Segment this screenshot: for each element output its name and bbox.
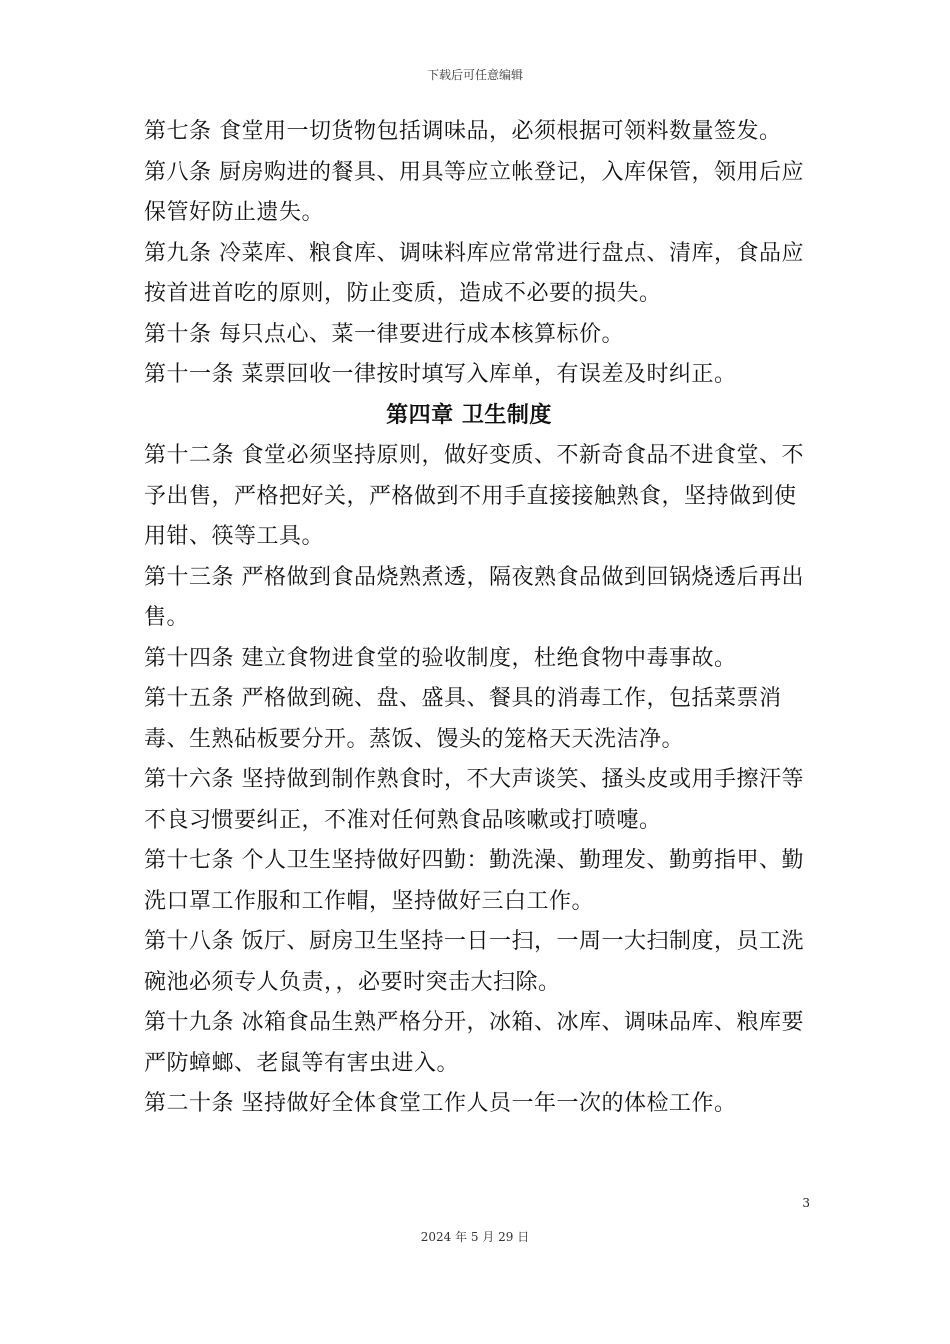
article-7: 第七条 食堂用一切货物包括调味品，必须根据可领料数量签发。 [144,119,782,144]
page-footer-date: 2024 年 5 月 29 日 [420,1230,530,1244]
chapter-title: 第四章 卫生制度 [386,402,552,428]
article-10: 第十条 每只点心、菜一律要进行成本核算标价。 [144,321,624,347]
page-number: 3 [802,1196,810,1210]
article-16: 第十六条 坚持做到制作熟食时，不大声谈笑、搔头皮或用手擦汗等不良习惯要纠正，不准对任何熟食品咳嗽或打喷嚏。 [144,767,804,833]
article-9: 第九条 冷菜库、粮食库、调味料库应常常进行盘点、清库，食品应按首进首吃的原则，防止变质，造成不必要的损失。 [144,240,804,306]
article-12: 第十二条 食堂必须坚持原则，做好变质、不新奇食品不进食堂、不予出售，严格把好关，严格做到不用手直接接触熟食，坚持做到使用钳、筷等工具。 [144,443,804,549]
document-body [144,112,804,1125]
article-11: 第十一条 菜票回收一律按时填写入库单，有误差及时纠正。 [144,362,737,387]
article-14: 第十四条 建立食物进食堂的验收制度，杜绝食物中毒事故。 [144,645,737,671]
article-20: 第二十条 坚持做好全体食堂工作人员一年一次的体检工作。 [144,1091,737,1116]
article-8: 第八条 厨房购进的餐具、用具等应立帐登记，入库保管，领用后应保管好防止遗失。 [144,159,804,225]
article-17: 第十七条 个人卫生坚持做好四勤：勤洗澡、勤理发、勤剪指甲、勤洗口罩工作服和工作帽，坚持做好三白工作。 [144,848,804,914]
article-19: 第十九条 冰箱食品生熟严格分开，冰箱、冰库、调味品库、粮库要严防蟑螂、老鼠等有害虫进入。 [144,1010,804,1076]
article-15: 第十五条 严格做到碗、盘、盛具、餐具的消毒工作，包括菜票消毒、生熟砧板要分开。蒸饭、馒头的笼格天天洗洁净。 [144,686,782,752]
article-13: 第十三条 严格做到食品烧熟煮透，隔夜熟食品做到回锅烧透后再出售。 [144,564,804,630]
article-18: 第十八条 饭厅、厨房卫生坚持一日一扫，一周一大扫制度，员工洗碗池必须专人负责，，必要时突击大扫除。 [144,929,804,995]
page-header: 下载后可任意编辑 [426,68,523,82]
